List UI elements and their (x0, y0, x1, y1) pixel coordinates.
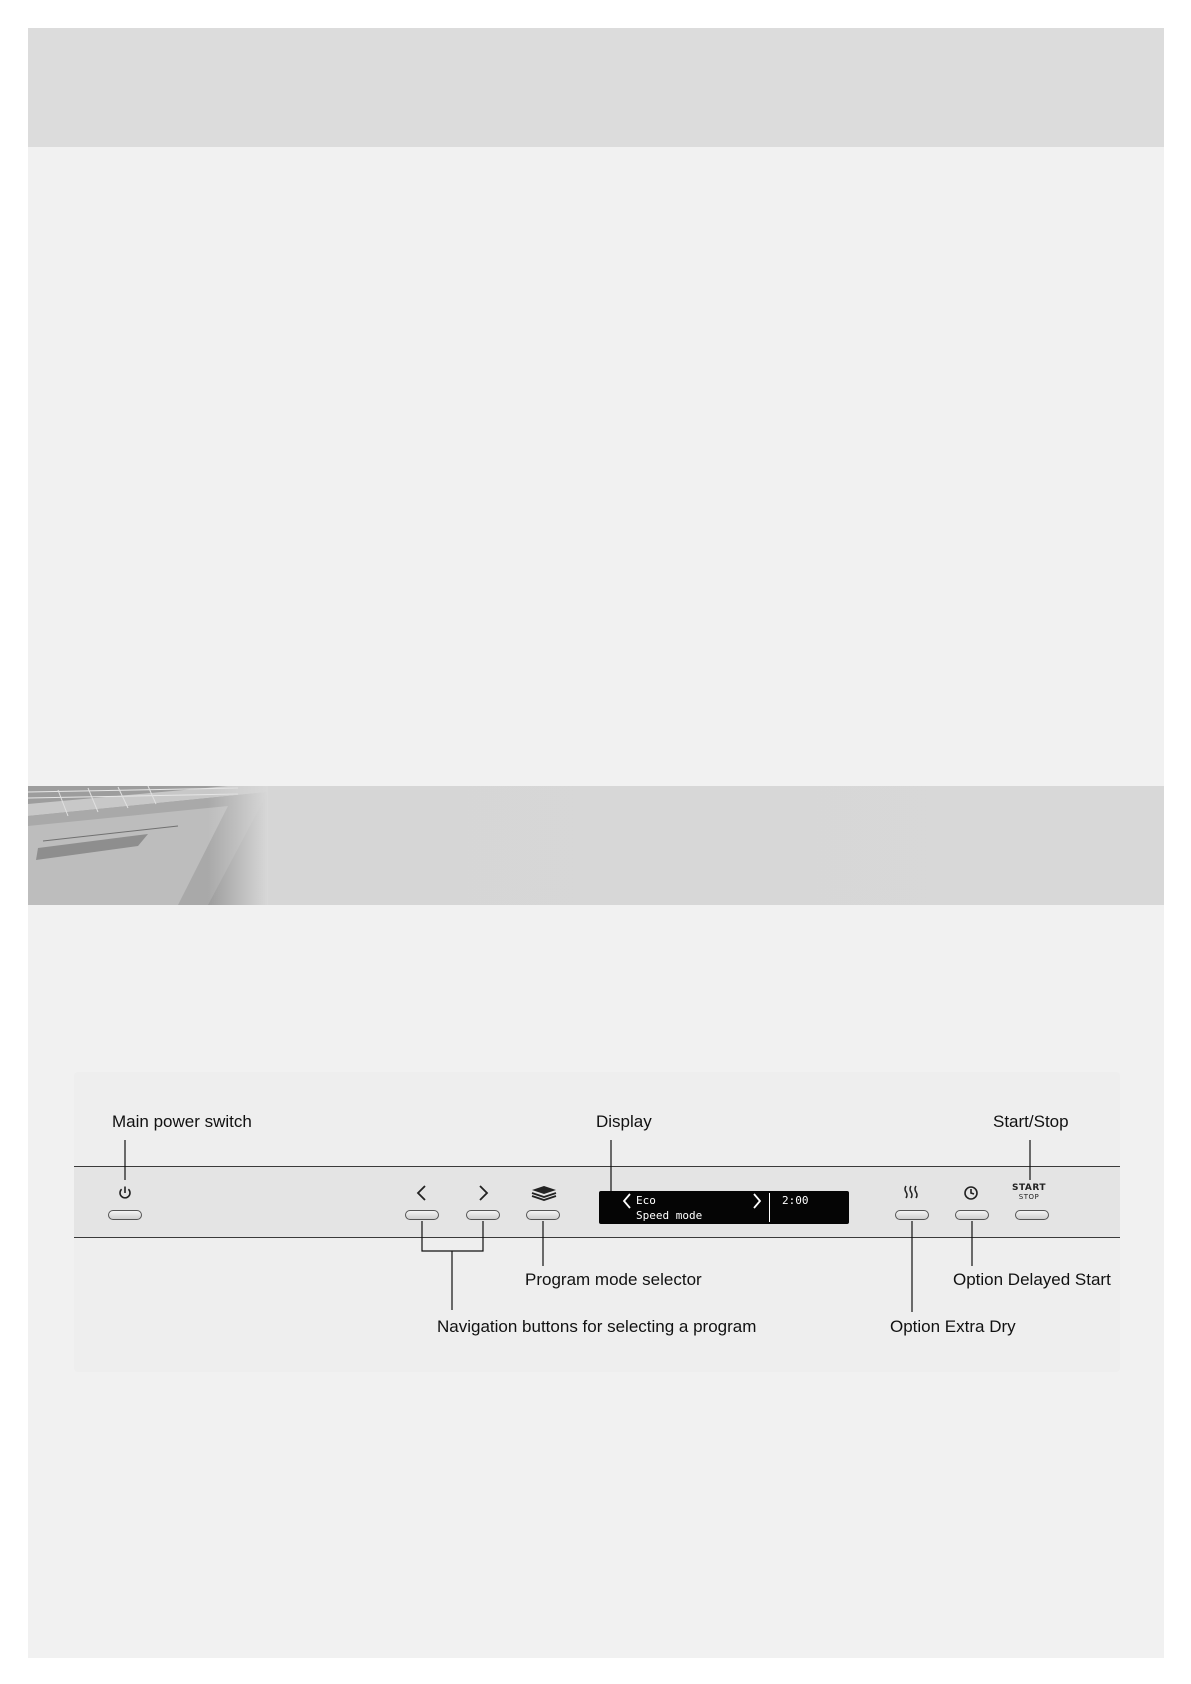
chevron-right-icon (476, 1184, 490, 1202)
display-time: 2:00 (782, 1194, 809, 1207)
option-extra-dry-label: Option Extra Dry (890, 1317, 1016, 1336)
display-screen (599, 1191, 849, 1224)
power-icon (117, 1185, 133, 1201)
next-program-button[interactable] (466, 1210, 500, 1220)
program-mode-selector-label: Program mode selector (525, 1270, 702, 1289)
display-mode: Speed mode (636, 1209, 703, 1222)
power-button[interactable] (108, 1210, 142, 1220)
main-power-switch-label: Main power switch (112, 1112, 252, 1131)
display-chevron-left-icon (621, 1192, 633, 1210)
stop-text: STOP (1018, 1193, 1040, 1201)
delayed-start-button[interactable] (955, 1210, 989, 1220)
option-delayed-start-label: Option Delayed Start (953, 1270, 1111, 1289)
display-divider (769, 1193, 770, 1222)
display-label: Display (596, 1112, 652, 1131)
section-banner (28, 786, 1164, 905)
start-stop-label: Start/Stop (993, 1112, 1069, 1131)
previous-program-button[interactable] (405, 1210, 439, 1220)
layers-icon (530, 1185, 558, 1201)
start-stop-icon (1012, 1184, 1046, 1201)
header-band (28, 28, 1164, 147)
start-text: START (1012, 1183, 1047, 1193)
dishwasher-photo (28, 786, 268, 905)
clock-icon (963, 1185, 979, 1201)
program-mode-button[interactable] (526, 1210, 560, 1220)
navigation-buttons-label: Navigation buttons for selecting a program (437, 1317, 757, 1336)
control-panel-strip (74, 1166, 1120, 1238)
start-stop-button[interactable] (1015, 1210, 1049, 1220)
chevron-left-icon (415, 1184, 429, 1202)
display-chevron-right-icon (751, 1192, 763, 1210)
steam-icon (903, 1184, 919, 1202)
display-program-name: Eco (636, 1194, 656, 1207)
extra-dry-button[interactable] (895, 1210, 929, 1220)
